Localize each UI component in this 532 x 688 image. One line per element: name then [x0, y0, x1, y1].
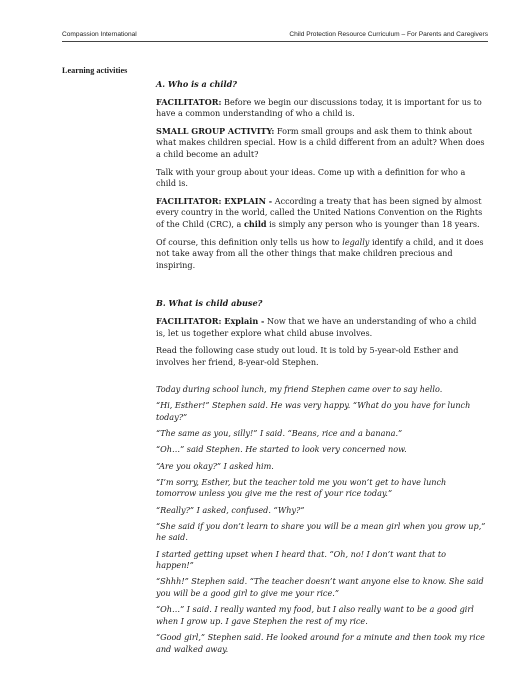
section-a-paragraph-4: FACILITATOR: EXPLAIN - According a treaty that has been signed by almost every country in the world, called the United Nations Convention on the Rights of the Child (CRC), a child is simply any person who is younger than 18 years.: [156, 195, 483, 229]
story-line: “I’m sorry, Esther, but the teacher told me you won’t get to have lunch tomorrow unless you give me the rest of your rice today.”: [156, 476, 447, 499]
small-group-activity-lead: SMALL GROUP ACTIVITY:: [156, 125, 275, 136]
section-b-paragraph-1: FACILITATOR: Explain - Now that we have an understanding of who a child is, let us together explore what child abuse involves.: [156, 315, 477, 338]
story-line: “Good girl,” Stephen said. He looked around for a minute and then took my rice and walked away.: [156, 631, 485, 654]
section-a-paragraph-5: Of course, this definition only tells us how to legally identify a child, and it does not take away from all the other things that make children precious and inspiring.: [156, 236, 484, 270]
facilitator-explain-lead: FACILITATOR: EXPLAIN -: [156, 195, 273, 206]
story-line: “The same as you, silly!” I said. “Beans, rice and a banana.”: [156, 428, 403, 439]
story-line: “Shhh!” Stephen said. “The teacher doesn’t want anyone else to know. She said you will be a good girl to give me your rice.”: [156, 576, 484, 598]
section-b-title: B. What is child abuse?: [156, 298, 263, 309]
story-line: “Oh…” said Stephen. He started to look very concerned now.: [156, 444, 407, 455]
section-a-paragraph-1: FACILITATOR: Before we begin our discussions today, it is important for us to have a common understanding of who a child is.: [156, 96, 482, 119]
story-line: Today during school lunch, my friend Stephen came over to say hello.: [156, 384, 443, 395]
header-divider: [62, 41, 488, 42]
section-b-paragraph-2: Read the following case study out loud. It is told by 5-year-old Esther and involves her friend, 8-year-old Stephen.: [156, 345, 459, 367]
case-study-story: [156, 384, 486, 655]
facilitator-explain-lead: FACILITATOR: Explain -: [156, 315, 265, 326]
header-organization: Compassion International: [62, 31, 137, 38]
facilitator-lead: FACILITATOR:: [156, 96, 222, 107]
story-line: “Are you okay?” I asked him.: [156, 460, 274, 471]
story-line: “She said if you don’t learn to share you will be a mean girl when you grow up,” he said.: [156, 520, 486, 543]
section-a-paragraph-2: SMALL GROUP ACTIVITY: Form small groups and ask them to think about what makes children special. How is a child different from an adult? When does a child become an adult?: [156, 125, 485, 159]
page-header: [62, 31, 488, 38]
story-line: “Hi, Esther!” Stephen said. He was very happy. “What do you have for lunch today?”: [156, 400, 471, 423]
section-side-label: Learning activities: [62, 66, 128, 75]
child-term: child: [243, 218, 267, 229]
legally-term: legally: [342, 236, 370, 247]
section-a-paragraph-3: Talk with your group about your ideas. Come up with a definition for who a child is.: [156, 166, 466, 189]
header-document-title: Child Protection Resource Curriculum – For Parents and Caregivers: [289, 31, 488, 38]
section-a-title: A. Who is a child?: [156, 79, 237, 89]
story-line: “Oh…” I said. I really wanted my food, but I also really want to be a good girl when I grow up. I gave Stephen the rest of my rice.: [156, 604, 474, 626]
main-content: [156, 79, 486, 660]
story-line: I started getting upset when I heard that. “Oh, no! I don’t want that to happen!”: [156, 548, 446, 571]
story-line: “Really?” I asked, confused. “Why?”: [156, 504, 305, 515]
